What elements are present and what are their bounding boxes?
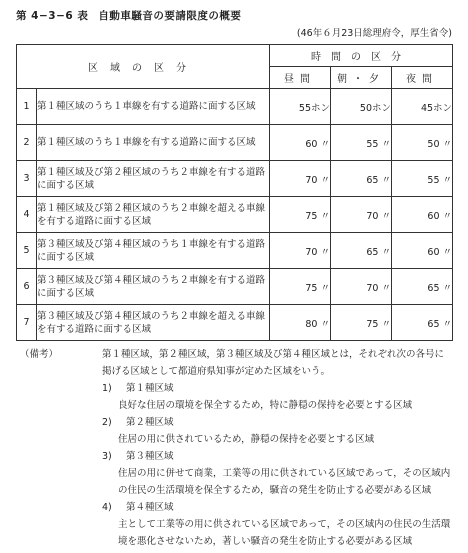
remark-item-title: 第３種区域 bbox=[126, 451, 174, 462]
remark-item-heading bbox=[102, 414, 456, 431]
col-header-morning-evening: 朝・夕 bbox=[331, 67, 392, 89]
night-value: 55 〃 bbox=[392, 161, 453, 197]
table-number: 第 4−3−6 表 bbox=[16, 10, 89, 22]
day-value: 60 〃 bbox=[270, 125, 331, 161]
table-title bbox=[16, 8, 241, 23]
remark-item-heading bbox=[102, 448, 456, 465]
morning-evening-value: 65 〃 bbox=[331, 161, 392, 197]
row-index: 5 bbox=[17, 233, 37, 269]
row-index: 7 bbox=[17, 305, 37, 341]
remark-item-number: 4) bbox=[102, 502, 112, 513]
day-value: 55ホン bbox=[270, 89, 331, 125]
col-header-night: 夜間 bbox=[392, 67, 453, 89]
remark-item-number: 2) bbox=[102, 417, 112, 428]
morning-evening-value: 50ホン bbox=[331, 89, 392, 125]
row-description: 第３種区域及び第４種区域のうち２車線を有する道路に面する区域 bbox=[37, 269, 270, 305]
morning-evening-value: 65 〃 bbox=[331, 233, 392, 269]
night-value: 65 〃 bbox=[392, 305, 453, 341]
remark-item-body: 住居の用に供されているため，静穏の保持を必要とする区域 bbox=[118, 434, 375, 445]
row-index: 6 bbox=[17, 269, 37, 305]
morning-evening-value: 70 〃 bbox=[331, 269, 392, 305]
remark-item-number: 1) bbox=[102, 383, 112, 394]
morning-evening-value: 75 〃 bbox=[331, 305, 392, 341]
table-row bbox=[17, 161, 453, 197]
morning-evening-value: 55 〃 bbox=[331, 125, 392, 161]
table-row bbox=[17, 197, 453, 233]
row-index: 3 bbox=[17, 161, 37, 197]
table-row bbox=[17, 269, 453, 305]
table-row bbox=[17, 305, 453, 341]
row-description: 第１種区域及び第２種区域のうち２車線を超える車線を有する道路に面する区域 bbox=[37, 197, 270, 233]
night-value: 60 〃 bbox=[392, 197, 453, 233]
remark-item-title: 第１種区域 bbox=[126, 383, 174, 394]
row-index: 4 bbox=[17, 197, 37, 233]
day-value: 80 〃 bbox=[270, 305, 331, 341]
area-header: 区域の区分 bbox=[17, 45, 270, 89]
remark-item-heading bbox=[102, 380, 456, 397]
day-value: 70 〃 bbox=[270, 161, 331, 197]
day-value: 75 〃 bbox=[270, 197, 331, 233]
table-row bbox=[17, 125, 453, 161]
remarks-intro: 第１種区域，第２種区域，第３種区域及び第４種区域とは，それぞれ次の各号に掲げる区域として都道府県知事が定めた区域をいう。 bbox=[102, 349, 445, 377]
remark-item-heading bbox=[102, 499, 456, 516]
row-index: 1 bbox=[17, 89, 37, 125]
remark-item-body: 良好な住居の環境を保全するため，特に静穏の保持を必要とする区域 bbox=[118, 400, 413, 411]
night-value: 60 〃 bbox=[392, 233, 453, 269]
col-header-day: 昼間 bbox=[270, 67, 331, 89]
day-value: 75 〃 bbox=[270, 269, 331, 305]
remark-item-title: 第４種区域 bbox=[126, 502, 174, 513]
row-description: 第１種区域及び第２種区域のうち２車線を有する道路に面する区域 bbox=[37, 161, 270, 197]
remark-item-body: 主として工業等の用に供されている区域であって，その区域内の住民の生活環境を悪化させないため，著しい騒音の発生を防止する必要がある区域 bbox=[118, 519, 451, 547]
row-description: 第１種区域のうち１車線を有する道路に面する区域 bbox=[37, 125, 270, 161]
remarks-label: （備考） bbox=[20, 349, 59, 360]
row-description: 第３種区域及び第４種区域のうち２車線を超える車線を有する道路に面する区域 bbox=[37, 305, 270, 341]
row-description: 第１種区域のうち１車線を有する道路に面する区域 bbox=[37, 89, 270, 125]
row-description: 第３種区域及び第４種区域のうち１車線を有する道路に面する区域 bbox=[37, 233, 270, 269]
remark-item-title: 第２種区域 bbox=[126, 417, 174, 428]
table-title-text: 自動車騒音の要請限度の概要 bbox=[98, 10, 242, 22]
remark-item-number: 3) bbox=[102, 451, 112, 462]
day-value: 70 〃 bbox=[270, 233, 331, 269]
time-header: 時間の区分 bbox=[270, 45, 453, 67]
remark-item-body: 住居の用に併せて商業，工業等の用に供されている区域であって，その区域内の住民の生活環境を保全するため，騒音の発生を防止する必要がある区域 bbox=[118, 468, 451, 496]
noise-limit-table bbox=[16, 44, 453, 341]
table-row bbox=[17, 233, 453, 269]
night-value: 45ホン bbox=[392, 89, 453, 125]
source-note: (46年６月23日総理府令，厚生省令) bbox=[296, 28, 452, 39]
night-value: 65 〃 bbox=[392, 269, 453, 305]
table-row bbox=[17, 89, 453, 125]
morning-evening-value: 70 〃 bbox=[331, 197, 392, 233]
remarks-section bbox=[16, 346, 456, 550]
row-index: 2 bbox=[17, 125, 37, 161]
night-value: 50 〃 bbox=[392, 125, 453, 161]
